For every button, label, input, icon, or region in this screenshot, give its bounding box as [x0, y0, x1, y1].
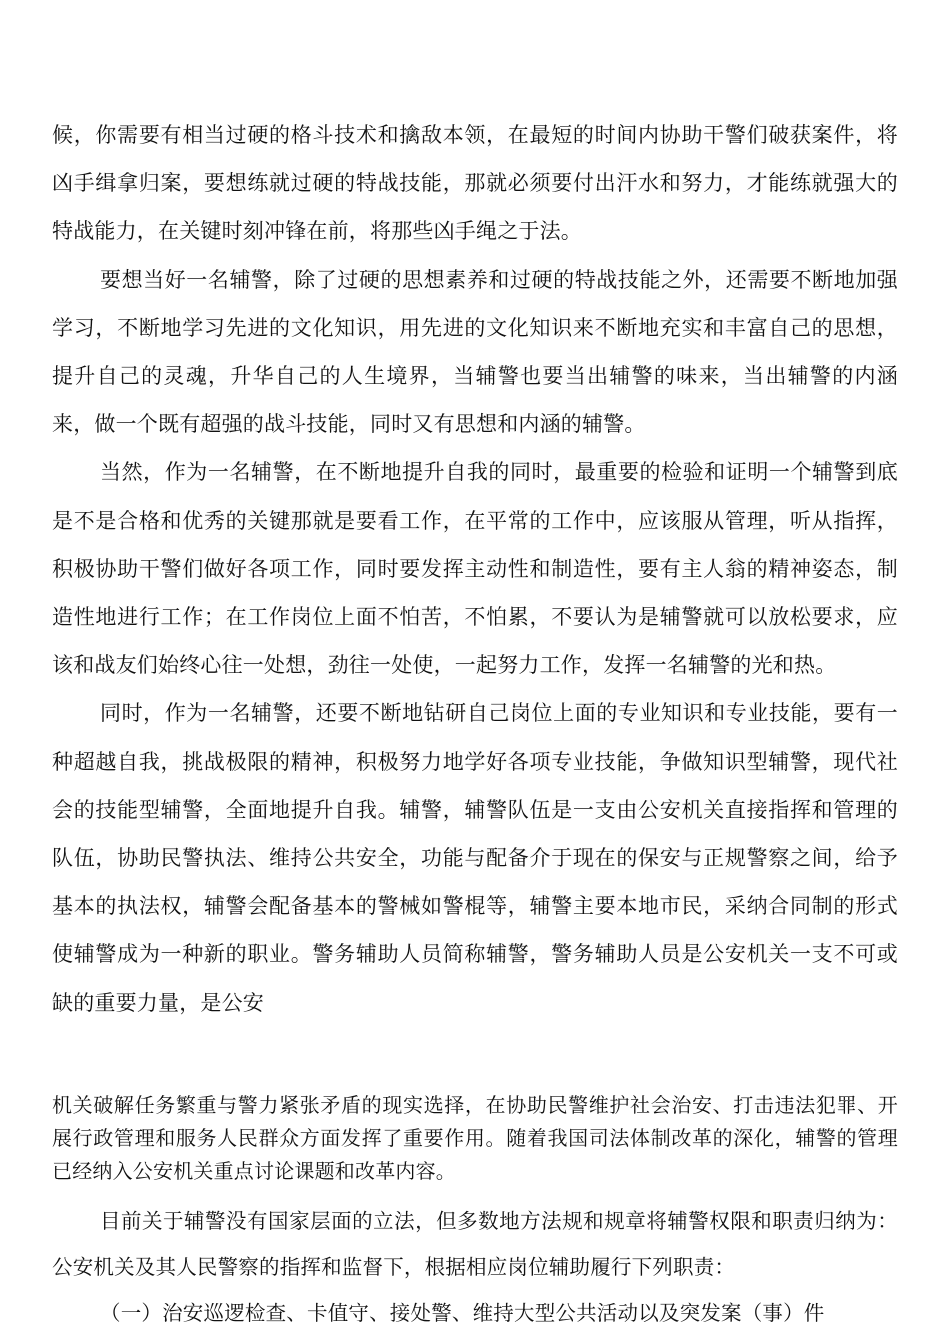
paragraph-3: 当然，作为一名辅警，在不断地提升自我的同时，最重要的检验和证明一个辅警到底是不是合格和优秀的关键那就是要看工作，在平常的工作中，应该服从管理，听从指挥，积极协助干警们做好各项工作，同时要发挥主动性和制造性，要有主人翁的精神姿态，制造性地进行工作；在工作岗位上面不怕苦，不怕累，不要认为是辅警就可以放松要求，应该和战友们始终心往一处想，劲往一处使，一起努力工作，发挥一名辅警的光和热。 — [52, 460, 898, 678]
paragraph-7: （一）治安巡逻检查、卡值守、接处警、维持大型公共活动以及突发案（事）件 — [100, 1300, 825, 1325]
paragraph-1: 候，你需要有相当过硬的格斗技术和擒敌本领，在最短的时间内协助干警们破获案件，将凶手缉拿归案，要想练就过硬的特战技能，那就必须要付出汗水和努力，才能练就强大的特战能力，在关键时刻冲锋在前，将那些凶手绳之于法。 — [52, 123, 898, 244]
page-break-gap — [52, 1027, 898, 1089]
paragraph-6: 目前关于辅警没有国家层面的立法，但多数地方法规和规章将辅警权限和职责归纳为：公安机关及其人民警察的指挥和监督下，根据相应岗位辅助履行下列职责： — [52, 1208, 898, 1279]
paragraph-2: 要想当好一名辅警，除了过硬的思想素养和过硬的特战技能之外，还需要不断地加强学习，不断地学习先进的文化知识，用先进的文化知识来不断地充实和丰富自己的思想，提升自己的灵魂，升华自己的人生境界，当辅警也要当出辅警的味来，当出辅警的内涵来，做一个既有超强的战斗技能，同时又有思想和内涵的辅警。 — [52, 267, 898, 437]
paragraph-5: 机关破解任务繁重与警力紧张矛盾的现实选择，在协助民警维护社会治安、打击违法犯罪、开展行政管理和服务人民群众方面发挥了重要作用。随着我国司法体制改革的深化，辅警的管理已经纳入公安机关重点讨论课题和改革内容。 — [52, 1092, 898, 1183]
paragraph-gap — [52, 1188, 898, 1198]
document-page — [52, 111, 898, 1336]
paragraph-4: 同时，作为一名辅警，还要不断地钻研自己岗位上面的专业知识和专业技能，要有一种超越自我，挑战极限的精神，积极努力地学好各项专业技能，争做知识型辅警，现代社会的技能型辅警，全面地提升自我。辅警，辅警队伍是一支由公安机关直接指挥和管理的队伍，协助民警执法、维持公共安全，功能与配备介于现在的保安与正规警察之间，给予基本的执法权，辅警会配备基本的警械如警棍等，辅警主要本地市民，采纳合同制的形式使辅警成为一种新的职业。警务辅助人员简称辅警，警务辅助人员是公安机关一支不可或缺的重要力量，是公安 — [52, 701, 898, 1015]
